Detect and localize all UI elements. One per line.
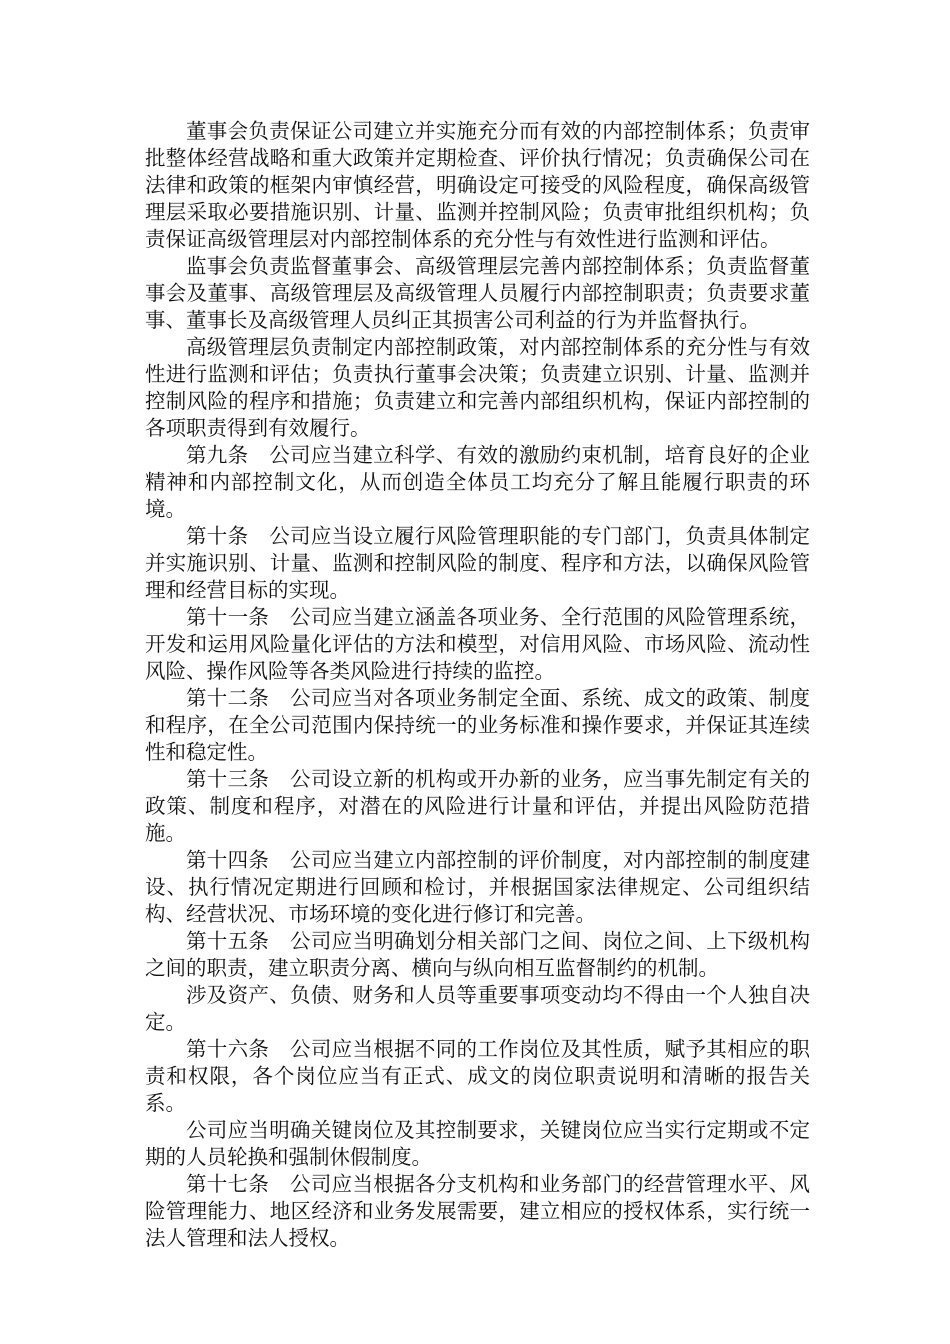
paragraph-article-9: 第九条 公司应当建立科学、有效的激励约束机制，培育良好的企业精神和内部控制文化，从而创造全体员工均充分了解且能履行职责的环境。 xyxy=(145,443,810,521)
paragraph-board-duties: 董事会负责保证公司建立并实施充分而有效的内部控制体系；负责审批整体经营战略和重大政策并定期检查、评价执行情况；负责确保公司在法律和政策的框架内审慎经营，明确设定可接受的风险程度，确保高级管理层采取必要措施识别、计量、监测并控制风险；负责审批组织机构；负责保证高级管理层对内部控制体系的充分性与有效性进行监测和评估。 xyxy=(145,119,810,251)
paragraph-article-14: 第十四条 公司应当建立内部控制的评价制度，对内部控制的制度建设、执行情况定期进行回顾和检讨，并根据国家法律规定、公司组织结构、经营状况、市场环境的变化进行修订和完善。 xyxy=(145,848,810,926)
paragraph-article-16-note: 公司应当明确关键岗位及其控制要求，关键岗位应当实行定期或不定期的人员轮换和强制休假制度。 xyxy=(145,1118,810,1169)
paragraph-article-10: 第十条 公司应当设立履行风险管理职能的专门部门，负责具体制定并实施识别、计量、监测和控制风险的制度、程序和方法，以确保风险管理和经营目标的实现。 xyxy=(145,524,810,602)
paragraph-article-17: 第十七条 公司应当根据各分支机构和业务部门的经营管理水平、风险管理能力、地区经济和业务发展需要，建立相应的授权体系，实行统一法人管理和法人授权。 xyxy=(145,1172,810,1250)
paragraph-article-15-note: 涉及资产、负债、财务和人员等重要事项变动均不得由一个人独自决定。 xyxy=(145,983,810,1034)
paragraph-article-12: 第十二条 公司应当对各项业务制定全面、系统、成文的政策、制度和程序，在全公司范围内保持统一的业务标准和操作要求，并保证其连续性和稳定性。 xyxy=(145,686,810,764)
paragraph-article-11: 第十一条 公司应当建立涵盖各项业务、全行范围的风险管理系统，开发和运用风险量化评估的方法和模型，对信用风险、市场风险、流动性风险、操作风险等各类风险进行持续的监控。 xyxy=(145,605,810,683)
paragraph-article-16: 第十六条 公司应当根据不同的工作岗位及其性质，赋予其相应的职责和权限，各个岗位应当有正式、成文的岗位职责说明和清晰的报告关系。 xyxy=(145,1037,810,1115)
document-body xyxy=(145,118,810,1252)
paragraph-article-15: 第十五条 公司应当明确划分相关部门之间、岗位之间、上下级机构之间的职责，建立职责分离、横向与纵向相互监督制约的机制。 xyxy=(145,929,810,980)
paragraph-supervisory-board-duties: 监事会负责监督董事会、高级管理层完善内部控制体系；负责监督董事会及董事、高级管理层及高级管理人员履行内部控制职责；负责要求董事、董事长及高级管理人员纠正其损害公司利益的行为并监督执行。 xyxy=(145,254,810,332)
paragraph-article-13: 第十三条 公司设立新的机构或开办新的业务，应当事先制定有关的政策、制度和程序，对潜在的风险进行计量和评估，并提出风险防范措施。 xyxy=(145,767,810,845)
paragraph-senior-management-duties: 高级管理层负责制定内部控制政策，对内部控制体系的充分性与有效性进行监测和评估；负责执行董事会决策；负责建立识别、计量、监测并控制风险的程序和措施；负责建立和完善内部组织机构，保证内部控制的各项职责得到有效履行。 xyxy=(145,335,810,440)
